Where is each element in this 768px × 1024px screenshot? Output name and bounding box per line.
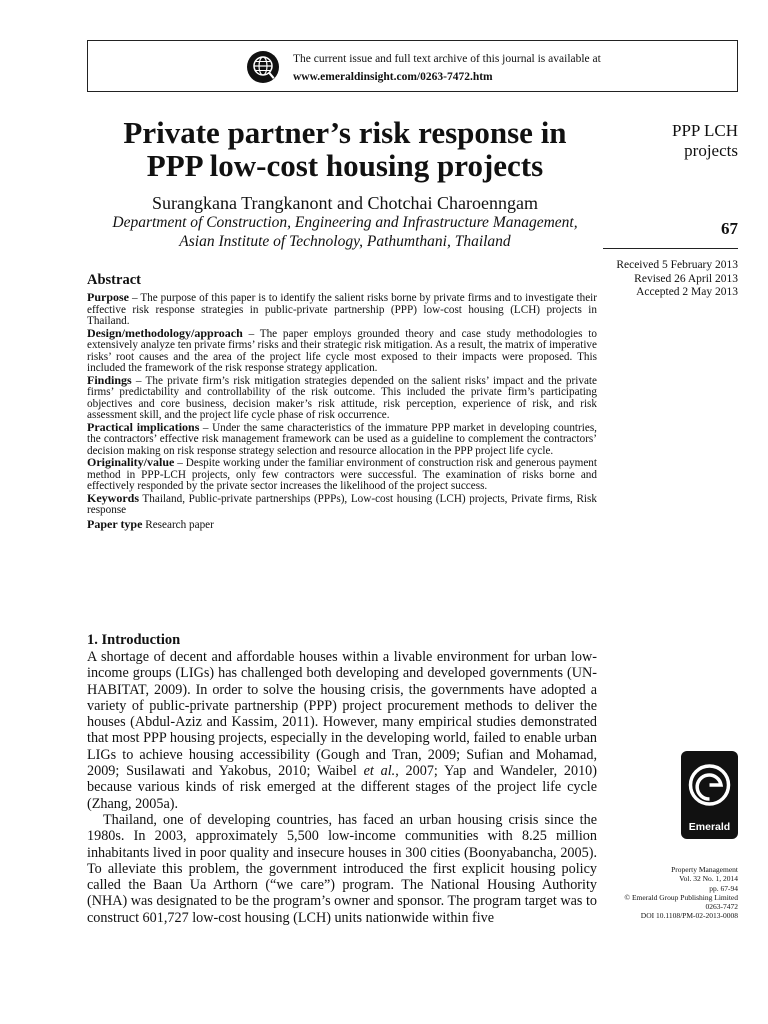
purpose-label: Purpose [87,290,129,304]
journal-name: Property Management [671,865,738,874]
originality-label: Originality/value [87,455,175,469]
authors: Surangkana Trangkanont and Chotchai Charoenngam [152,193,538,213]
practical-text: – Under the same characteristics of the immature PPP market in developing countries, the contractors’ effective risk management framework can be used as a guideline to complement the contractors’ decision making on risk response strategy selection and resource allocation in the PPP project life cycle. [87,421,597,457]
intro-p1-part-b: , 2007; Yap and Wandeler, 2010) because various kinds of risk emerged at the different stages of the project life cycle (Zhang, 2005a). [87,763,598,812]
accepted-date: Accepted 2 May 2013 [636,286,738,298]
paper-type-label: Paper type [87,516,143,531]
journal-availability-box [87,40,738,92]
abstract-findings [87,372,597,422]
abstract-originality [87,457,597,493]
intro-paragraph-2: Thailand, one of developing countries, has faced an urban housing crisis since the 1980s. In 2003, approximately 5,500 low-income communities with 8.25 million inhabitants lived in poor quality and insecure houses in 300 cities (Boonyabancha, 2005). To alleviate this problem, the government introduced the first explicit housing policy called the Baan Ua Arthorn (“we care”) program. The National Housing Authority (NHA) was designated to be the program’s owner and sponsor. The program target was to construct 601,727 low-cost housing (LCH) units nationwide within five [87,811,597,926]
emerald-swirl-icon [681,755,738,819]
originality-text: – Despite working under the familiar environment of construction risk and generous payment method in PPP-LCH projects, only few contractors were successful. The examination of risks borne and effectively responded by the private sector increases the likelihood of the project success. [87,457,597,492]
title-line-1: Private partner’s risk response in [123,115,567,150]
journal-url-link[interactable]: www.emeraldinsight.com/0263-7472.htm [293,71,493,83]
doi-link[interactable]: DOI 10.1108/PM-02-2013-0008 [640,911,738,921]
abstract-design [87,325,597,375]
abstract-heading: Abstract [87,272,141,288]
received-date: Received 5 February 2013 [616,259,738,271]
issn: 0263-7472 [705,902,738,912]
findings-label: Findings [87,372,132,387]
title-line-2: PPP low-cost housing projects [146,148,544,183]
paper-type-text: Research paper [142,518,214,531]
affiliation [87,213,603,251]
journal-citation [560,865,738,921]
abstract-purpose [87,292,597,328]
abstract-body [87,292,597,531]
keywords-label: Keywords [87,490,139,505]
intro-paragraph-1 [87,649,597,812]
emerald-globe-icon [246,50,280,84]
emerald-logo-icon [681,751,738,839]
intro-p1-part-a: A shortage of decent and affordable houses within a livable environment for urban low-income groups (LIGs) has challenged both developing and developed governments (UN-HABITAT, 2009). In order to solve the housing crisis, the governments have adopted a variety of public-private partnership (PPP) project procurement methods to deliver the houses (Abdul-Aziz and Kassim, 2011). However, many empirical studies demonstrated that most PPP housing projects, especially in the developing world, failed to enable urban LIGs to achieve housing accessibility (Gough and Tran, 2009; Sufian and Mohamad, 2009; Susilawati and Yakobus, 2010; Waibel [87,649,597,780]
article-history [603,259,738,300]
running-head-line-2: projects [684,141,738,160]
design-text: – The paper employs grounded theory and case study methodologies to extensively analyze ten private firms’ risks and their strategic risk mitigation. As a result, the matrix of imperative risks’ root causes and the area of the project life cycle most exposed to their impacts were proposed. This included the framework of the risk response strategy application. [87,327,597,374]
revised-date: Revised 26 April 2013 [634,272,738,285]
availability-text: The current issue and full text archive of this journal is available at [293,53,601,65]
abstract-keywords [87,490,597,517]
abstract-paper-type [87,516,597,532]
running-head-line-1: PPP LCH [672,121,738,140]
article-title [87,116,603,182]
affiliation-line-1: Department of Construction, Engineering and Infrastructure Management, [112,214,578,231]
introduction-heading: 1. Introduction [87,632,181,648]
affiliation-line-2: Asian Institute of Technology, Pathumthani, Thailand [179,233,511,250]
keywords-text: Thailand, Public-private partnerships (PPPs), Low-cost housing (LCH) projects, Private firms, Risk response [87,492,597,516]
journal-pages: pp. 67-94 [709,883,738,893]
copyright-line: © Emerald Group Publishing Limited [624,892,738,902]
introduction-body [87,649,597,926]
practical-label: Practical implications [87,419,200,434]
margin-divider [603,248,738,249]
design-label: Design/methodology/approach [87,325,243,340]
intro-p1-etal: et al. [363,763,396,780]
abstract-practical [87,419,597,458]
purpose-text: – The purpose of this paper is to identify the salient risks borne by private firms and to investigate their effective risk response strategies in public-private partnership (PPP) low-cost housing (LCH) projects in Thailand. [87,292,597,327]
journal-volume: Vol. 32 No. 1, 2014 [679,874,738,884]
page-number: 67 [721,219,738,238]
emerald-logo-text: Emerald [688,821,731,833]
findings-text: – The private firm’s risk mitigation strategies depended on the salient risks’ impact and the private firms’ predictability and controllability of the risk outcome. This included the private firm’s participating objectives and core business, decision maker’s risk attitude, risk perception, experience of risk, and risk assessment skill, and the project life cycle phase of risk occurrence. [87,374,597,421]
running-head [610,121,738,161]
